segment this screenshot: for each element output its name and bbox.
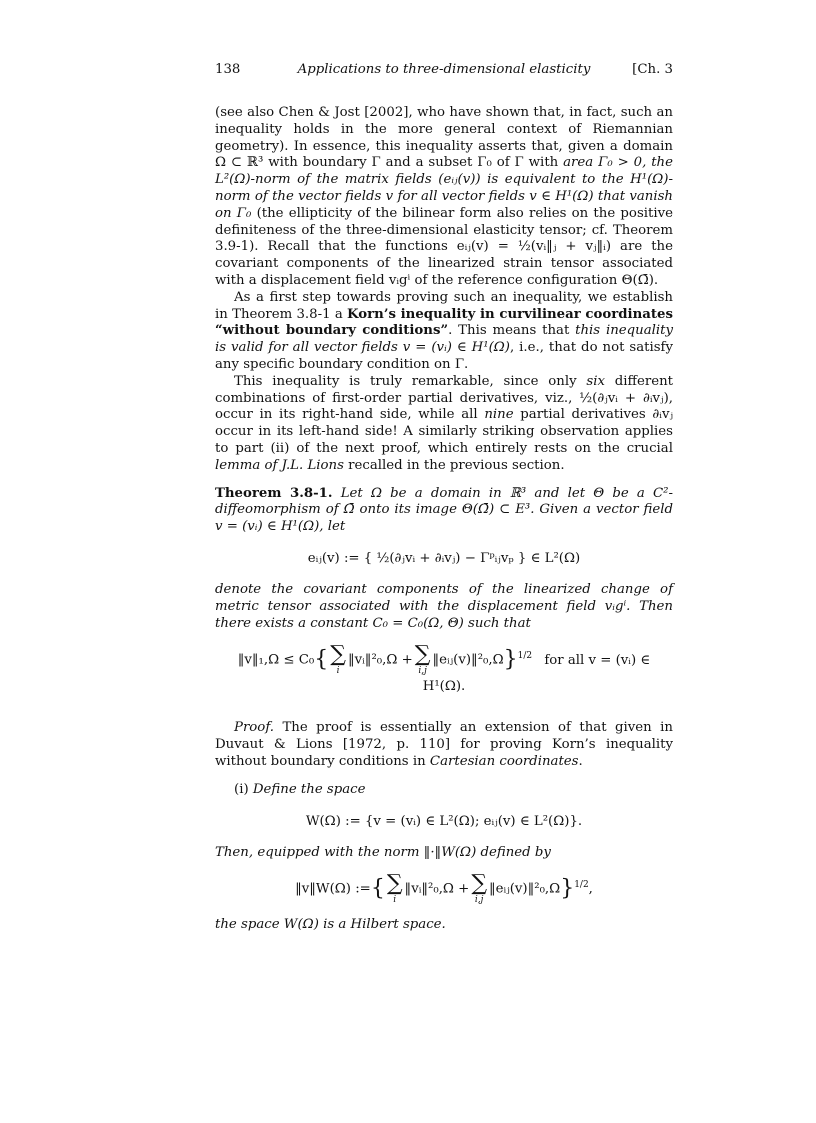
p3-emph-six: six <box>586 373 605 389</box>
proof-emph: Cartesian coordinates <box>429 753 579 769</box>
step-i-text: Define the space <box>252 781 366 797</box>
p2-text-c: . This means that <box>448 323 576 339</box>
korn-term-2: ‖eᵢⱼ(v)‖²₀,Ω <box>432 652 504 668</box>
p2-text-e: , i.e., that do not satisfy any specific boundary condition on Γ. <box>215 340 673 372</box>
paragraph-1 <box>215 105 673 290</box>
paragraph-2 <box>215 290 673 374</box>
korn-term-1: ‖vᵢ‖²₀,Ω + <box>347 652 413 668</box>
running-header <box>215 61 673 79</box>
equation-W-norm: ‖v‖W(Ω) :={ ∑ i ‖vᵢ‖²₀,Ω + ∑ i,j ‖eᵢⱼ(v)‖²₀,Ω}$^{1/2}$, <box>295 871 593 906</box>
step-i <box>215 782 673 799</box>
wnorm-term-1: ‖vᵢ‖²₀,Ω + <box>404 881 470 897</box>
paragraph-3 <box>215 374 673 475</box>
p2-text-a: As a first step towards proving such an inequality, we establish in Theorem 3.8-1 a <box>215 289 673 322</box>
wnorm-power: 1/2 <box>574 880 589 891</box>
hilbert-statement: the space W(Ω) is a Hilbert space. <box>215 917 446 933</box>
p3-text-e: partial derivatives ∂ᵢvⱼ occur in its left-hand side! A similarly striking observation applies to part (ii) of the next proof, which entirely rests on the crucial <box>215 407 673 456</box>
korn-power: 1/2 <box>517 651 533 662</box>
proof-label: Proof. <box>234 720 274 736</box>
p3-text-g: recalled in the previous section. <box>343 457 565 473</box>
sum-i: ∑ i <box>330 642 346 677</box>
p2-bold: Korn’s inequality in curvilinear coordinates “without boundary conditions” <box>215 306 673 339</box>
page-body <box>215 105 673 934</box>
p3-text-a: This inequality is truly remarkable, since only <box>234 373 587 389</box>
p3-text-c: different combinations of first-order partial derivatives, viz., ½(∂ⱼvᵢ + ∂ᵢvⱼ), occur in its right-hand side, while all <box>215 373 673 423</box>
step-i-label: (i) <box>234 781 253 797</box>
korn-rhs: for all v = (vᵢ) ∈ H¹(Ω). <box>422 652 651 695</box>
page-number: 138 <box>215 62 241 77</box>
p1-text-c: (the ellipticity of the bilinear form also relies on the positive definiteness of the three-dimensional elasticity tensor; cf. Theorem 3.9-1). Recall that the functions eᵢⱼ(v) = ½(vᵢ‖ⱼ + vⱼ‖ᵢ) are the covariant components of the linearized strain tensor associated with a displacement field vᵢgⁱ of the reference configuration Θ(Ω̄). <box>215 205 673 288</box>
theorem-statement <box>215 486 673 536</box>
equation-strain: eᵢⱼ(v) := { ½(∂ⱼvᵢ + ∂ᵢvⱼ) − Γᵖᵢⱼvₚ } ∈ L²(Ω) <box>307 550 581 566</box>
wnorm-sum-i: ∑ i <box>386 871 403 906</box>
p1-emph: area Γ₀ > 0, the L²(Ω)-norm of the matrix fields (eᵢⱼ(v)) is equivalent to the H¹(Ω)-norm of the vector fields v for all vector fields v ∈ H¹(Ω) that vanish on Γ₀ <box>215 155 673 221</box>
theorem-text-a: Let Ω be a domain in ℝ³ and let Θ be a C²-diffeomorphism of Ω̄ onto its image Θ(Ω̄) ⊂ E³. Given a vector field v = (vᵢ) ∈ H¹(Ω), let <box>215 485 673 535</box>
korn-lhs: ‖v‖₁,Ω ≤ C₀ <box>237 652 315 668</box>
then-text: Then, equipped with the norm ‖·‖W(Ω) defined by <box>215 844 551 860</box>
equation-W-space: W(Ω) := {v = (vᵢ) ∈ L²(Ω); eᵢⱼ(v) ∈ L²(Ω)}. <box>305 813 583 829</box>
theorem-text-b: denote the covariant components of the linearized change of metric tensor associated with the displacement field vᵢgⁱ. Then there exists a constant C₀ = C₀(Ω, Θ) such that <box>215 581 673 631</box>
proof-text-a: The proof is essentially an extension of that given in Duvaut & Lions [1972, p. 110] for proving Korn’s inequality without boundary conditions in <box>215 720 673 769</box>
p3-emph-nine: nine <box>484 407 514 423</box>
p2-emph: this inequality is valid for all vector fields v = (vᵢ) ∈ H¹(Ω) <box>215 323 673 356</box>
wnorm-term-2: ‖eᵢⱼ(v)‖²₀,Ω <box>489 881 561 897</box>
p3-emph-lemma: lemma of J.L. Lions <box>215 457 344 473</box>
equation-korn: ‖v‖₁,Ω ≤ C₀{ ∑ i ‖vᵢ‖²₀,Ω + ∑ i,j ‖eᵢⱼ(v)‖²₀,Ω}$^{1/2}$ for all v = (vᵢ) ∈ H¹(Ω). <box>237 642 651 695</box>
running-title: Applications to three-dimensional elasticity <box>297 62 591 77</box>
p1-text-a: (see also Chen & Jost [2002], who have shown that, in fact, such an inequality holds in the more general context of Riemannian geometry). In essence, this inequality asserts that, given a domain Ω ⊂ ℝ³ with boundary Γ and a subset Γ₀ of Γ with <box>215 105 673 171</box>
theorem-label: Theorem 3.8-1. <box>215 485 333 501</box>
proof-paragraph: Proof. The proof is essentially an extension of that given in Duvaut & Lions [1972, p. 110] for proving Korn’s inequality without boundary conditions in Cartesian coordinates. <box>215 720 673 769</box>
wnorm-lhs: ‖v‖W(Ω) := <box>295 881 371 897</box>
chapter-label: [Ch. 3 <box>632 62 673 77</box>
sum-ij: ∑ i,j <box>414 642 431 677</box>
wnorm-sum-ij: ∑ i,j <box>471 871 488 906</box>
